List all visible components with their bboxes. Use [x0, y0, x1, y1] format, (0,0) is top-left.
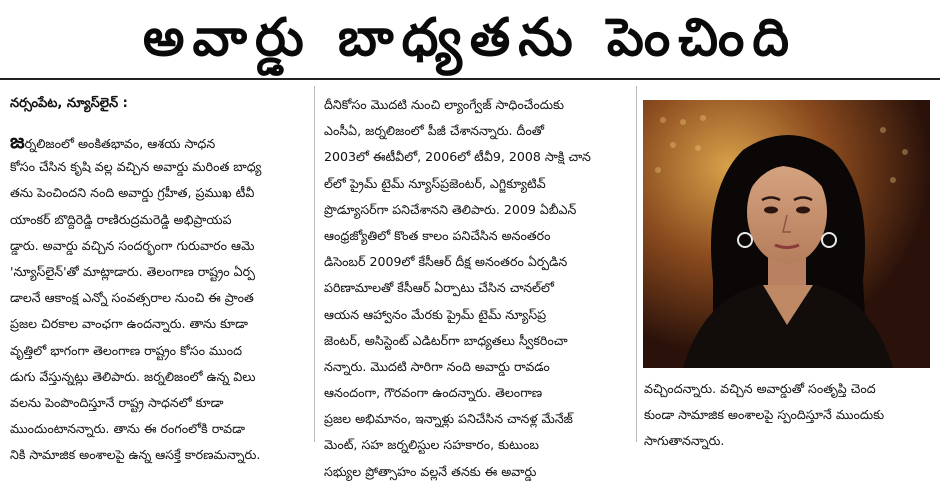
article-line: యాంకర్ బొద్దిరెడ్డి రాణిరుద్రమరెడ్డి అభిప్రాయప	[10, 211, 232, 227]
article-line: వచ్చిందన్నారు. వచ్చిన అవార్డుతో సంతృప్తి చెంద	[644, 381, 876, 396]
article-line: మెంట్, సహ జర్నలిస్టుల సహకారం, కుటుంబ	[324, 437, 539, 453]
article-column-3	[644, 376, 930, 455]
article-line: వృత్తిలో భాగంగా తెలంగాణ రాష్ట్రం కోసం ముంద	[10, 342, 242, 358]
article-line: ముందుంటానన్నారు. తాను ఈ రంగంలోకి రావడా	[10, 421, 245, 437]
article-line: ప్రొడ్యూసర్‌గా పనిచేశానని తెలిపారు. 2009 ఏబీఎన్	[324, 201, 577, 217]
portrait-image	[643, 100, 930, 368]
article-line: 'న్యూస్‌లైన్'తో మాట్లాడారు. తెలంగాణ రాష్ట్రం ఏర్ప	[10, 263, 255, 279]
column-divider	[636, 86, 637, 442]
article-line: నికి సామాజిక అంశాలపై ఉన్న ఆసక్తే కారణమన్నారు.	[10, 447, 261, 463]
article-line: జర్నలిజంలో అంకితభావం, ఆశయ సాధన	[10, 129, 216, 153]
article-line: 2003లో ఈటీవీలో, 2006లో టీవీ9, 2008 సాక్షి చాన	[324, 149, 591, 165]
article-line: జెంటర్, అసిస్టెంట్ ఎడిటర్‌గా బాధ్యతలు స్వీకరించా	[324, 332, 568, 348]
article-line: కోసం చేసిన కృషి వల్ల వచ్చిన అవార్డు మరింత బాధ్య	[10, 159, 262, 175]
article-line: తను పెంచిందని నంది అవార్డు గ్రహీత, ప్రముఖ టీవీ	[10, 185, 255, 201]
article-column-2	[324, 92, 632, 485]
article-line: సభ్యుల ప్రోత్సాహం వల్లనే తనకు ఈ అవార్డు	[324, 463, 537, 479]
article-line: డిసెంబర్ 2009లో కేసీఆర్ దీక్ష అనంతరం ఏర్పడిన	[324, 254, 568, 270]
article-line: డ్డారు. అవార్డు వచ్చిన సందర్భంగా గురువారం ఆమె	[10, 237, 255, 253]
article-column-1	[10, 128, 300, 468]
headline-rule	[0, 78, 940, 80]
article-line: డాలనే ఆకాంక్ష ఎన్నో సంవత్సరాల నుంచి ఈ ప్రాంత	[10, 290, 254, 306]
article-line: సాగుతానన్నారు.	[644, 433, 725, 449]
article-line: ఆయన ఆహ్వానం మేరకు ప్రైమ్ టైమ్ న్యూస్‌ప్ర	[324, 306, 547, 322]
article-line: వలను పెంపొందిస్తూనే రాష్ట్ర సాధనలో కూడా	[10, 394, 224, 410]
column-divider	[314, 86, 315, 442]
article-line: ల్‌లో ప్రైమ్ టైమ్ న్యూస్‌ప్రజెంటర్, ఎగ్జిక్యూటివ్	[324, 175, 546, 191]
article-line: ఎంసీఏ, జర్నలిజంలో పీజీ చేశానన్నారు. దీంతో	[324, 123, 545, 139]
article-line: ఆనందంగా, గౌరవంగా ఉందన్నారు. తెలంగాణ	[324, 385, 543, 401]
anchor-photo	[643, 100, 930, 368]
article-line: డుగు వేస్తున్నట్లు తెలిపారు. జర్నలిజంలో ఉన్న విలు	[10, 368, 256, 384]
article-line: ప్రజల అభిమానం, ఇన్నాళ్లు పనిచేసిన చానళ్ల మేనేజ్	[324, 411, 573, 427]
headline: అవార్డు బాధ్యతను పెంచింది	[142, 8, 798, 68]
dateline: నర్సంపేట, న్యూస్‌లైన్ :	[10, 96, 128, 111]
article-line: ప్రజల చిరకాల వాంఛగా ఉందన్నారు. తాను కూడా	[10, 316, 248, 332]
article-line: కుండా సామాజిక అంశాలపై స్పందిస్తూనే ముందుకు	[644, 407, 885, 423]
article-line: పరిణామాలతో కేసీఆర్ ఏర్పాటు చేసిన చానల్‌లో	[324, 280, 554, 296]
article-line: నన్నారు. మొదటి సారిగా నంది అవార్డు రావడం	[324, 358, 550, 374]
article-line: ఆంధ్రజ్యోతిలో కొంత కాలం పనిచేసిన అనంతరం	[324, 227, 551, 243]
article-line: దీనికోసం మొదటి నుంచి ల్యాంగ్వేజ్ సాధించేందుకు	[324, 97, 564, 112]
dropcap: జ	[10, 129, 25, 153]
